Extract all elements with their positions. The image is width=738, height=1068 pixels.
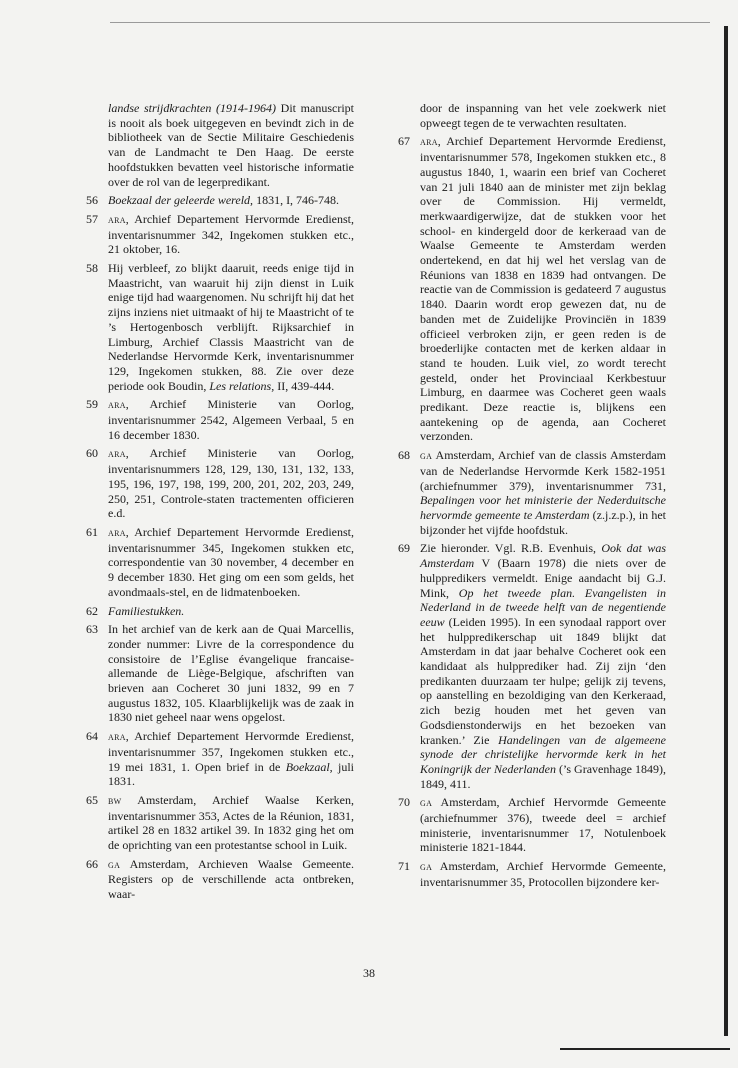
left-column (86, 101, 354, 906)
footnote-68 (398, 448, 666, 537)
page-number: 38 (363, 966, 375, 980)
footnote-69 (398, 541, 666, 791)
italic-title: Boekzaal, (285, 759, 333, 774)
footnote-65 (86, 793, 354, 853)
footnote-66 (86, 857, 354, 902)
archive-abbreviation: ara (108, 399, 126, 412)
footnote-text: (Leiden 1995). In een synodaal rapport over het hulppredikerschap uit 1849 blijkt dat Amsterdam in dat jaar behalve Cocheret ook een kandidaat als hulpprediker had. Zij zijn ‘den predikanten duurzaam ter hulpe; gelijk zij tevens, op aanstelling en bezoldiging van den Kerkeraad, zich bezig houden met het geven van Godsdienstonderwijs en het bezoeken van kranken.’ Zie (420, 614, 666, 747)
footnote-number: 70 (398, 795, 410, 810)
footnote-number: 67 (398, 134, 410, 149)
footnote-number: 62 (86, 603, 98, 618)
footnote-text: In het archief van de kerk aan de Quai Marcellis, zonder nummer: Livre de la correspondence du consistoire de l’Eglise évangelique francaise-allemande de Liège-Belgique, afschriften van brieven aan Cocheret 30 juni 1832, 99 en 7 augustus 1832, 105. Klaarblijkelijk was de zaak in 1830 niet geheel naar wens opgelost. (108, 622, 354, 725)
footnote-text: Dit manuscript is nooit als boek uitgegeven en bevindt zich in de bibliotheek van de Sectie Militaire Geschiedenis van de Landmacht te Den Haag. De eerste hoofdstukken bevatten veel historische informatie over de rol van de legerpredikant. (108, 101, 354, 189)
archive-abbreviation: ga (108, 858, 121, 871)
footnote-number: 56 (86, 193, 98, 208)
archive-abbreviation: ara (108, 526, 126, 539)
italic-title: Bepalingen voor het ministerie der Nederduitsche hervormde gemeente te Amsterdam (420, 493, 666, 522)
footnote-number: 61 (86, 524, 98, 539)
footnote-58 (86, 261, 354, 393)
footnote-number: 71 (398, 859, 410, 874)
footnote-text: , Archief Ministerie van Oorlog, inventarisnummer 2542, Algemeen Verbaal, 5 en 16 december 1830. (108, 397, 354, 442)
footnote-64 (86, 729, 354, 789)
footnote-number: 68 (398, 448, 410, 463)
footnote-text: , Archief Departement Hervormde Eredienst, inventarisnummer 345, Ingekomen stukken etc, correspondentie van 30 november, 4 december en 9 december 1830. Het ging om een som gelds, het avondmaals-stel, en de lidmatenboeken. (108, 524, 354, 599)
footnote-57 (86, 212, 354, 257)
footnote-text: door de inspanning van het vele zoekwerk niet opweegt tegen de te verwachten resultaten. (420, 101, 666, 130)
footnote-continuation (398, 101, 666, 130)
footnote-number: 65 (86, 792, 98, 807)
archive-abbreviation: bw (108, 794, 122, 807)
footnote-text: (z.j.z.p.), in het bijzonder het vijfde hoofdstuk. (420, 507, 666, 537)
footnote-number: 69 (398, 541, 410, 556)
archive-abbreviation: ara (108, 213, 126, 226)
footnote-text: (’s Gravenhage 1849), 1849, 411. (420, 761, 667, 791)
footnote-text: Zie hieronder. Vgl. R.B. Evenhuis, (420, 541, 602, 556)
footnote-text: Amsterdam, Archieven Waalse Gemeente. Registers op de verschillende acta ontbreken, waar- (108, 856, 354, 902)
footnote-continuation (86, 101, 354, 189)
footnote-60 (86, 446, 354, 521)
italic-title: landse strijdkrachten (1914-1964) (108, 101, 276, 115)
footnote-67 (398, 134, 666, 444)
footnote-number: 64 (86, 729, 98, 744)
italic-title: Ook dat was Amsterdam (420, 541, 666, 571)
footnote-text: Amsterdam, Archief Waalse Kerken, inventarisnummer 353, Actes de la Réunion, 1831, artikel 28 en 1832 artikel 39. In 1832 ging het om de oprichting van een protestantse school in Luik. (108, 792, 354, 853)
footnote-text: , Archief Ministerie van Oorlog, inventarisnummers 128, 129, 130, 131, 132, 133, 195, 196, 197, 198, 199, 200, 201, 202, 203, 249, 250, 251, Controle-staten tractementen officieren e.d. (108, 446, 354, 521)
italic-title: Op het tweede plan. Evangelisten in Nederland in de tweede helft van de negentiende eeuw (420, 585, 666, 629)
footnote-number: 66 (86, 856, 98, 871)
archive-abbreviation: ga (420, 861, 433, 874)
footnote-number: 59 (86, 397, 98, 412)
archive-abbreviation: ga (420, 450, 433, 463)
archive-abbreviation: ga (420, 797, 433, 810)
footnote-56 (86, 193, 354, 208)
footnote-text: II, 439-444. (274, 378, 335, 393)
footnote-70 (398, 795, 666, 855)
archive-abbreviation: ara (108, 448, 126, 461)
footnote-text: , Archief Departement Hervormde Eredienst, inventarisnummer 578, Ingekomen stukken etc., 8 augustus 1840, 1, waarin een brief van Cocheret van 21 juli 1840 aan de minister met zijn beklag over de Commission. Hij vermeldt, merkwaardigerwijze, dat de stukken voor het school- en kindergeld door de kerkeraad van de Waalse Gemeente te Amsterdam werden ondertekend, en dat hij wel het verslag van de Réunions van 1838 en 1839 had ontvangen. De reactie van de Commission is gedateerd 7 augustus 1840. Daarin wordt erop gewezen dat, nu de banden met de Zuidelijke Provinciën in 1839 officieel verbroken zijn, er geen reden is de broederlijke contacten met de kerken aldaar in stand te houden. Luik viel, zo wordt terecht gesteld, onder het Provinciaal Kerkbestuur Limburg, en daarmee was Cocheret geen waals predikant. Deze reactie is, blijkens een aantekening op de agenda, aan Cocheret verzonden. (420, 134, 666, 444)
footnote-text: Hij verbleef, zo blijkt daaruit, reeds enige tijd in Maastricht, van waaruit hij zijn dienst in Luik enige tijd had waargenomen. Nu schrijft hij dat het zijns inziens niet uitmaakt of hij te Maastricht of te ’s Hertogenbosch verblijft. Rijksarchief in Limburg, Archief Classis Maastricht van de Nederlandse Hervormde Kerk, inventarisnummer 129, Ingekomen stukken, 88. Zie over deze periode ook Boudin, (108, 261, 354, 393)
footnote-62 (86, 604, 354, 619)
footnote-text: juli 1831. (108, 759, 354, 789)
footnote-71 (398, 859, 666, 889)
footnote-text: Amsterdam, Archief van de classis Amsterdam van de Nederlandse Hervormde Kerk 1582-1951 (archiefnummer 379), inventarisnummer 731, (420, 448, 666, 493)
italic-title: Familiestukken. (108, 603, 185, 618)
footnote-number: 63 (86, 622, 98, 637)
footnote-text: , Archief Departement Hervormde Eredienst, inventarisnummer 357, Ingekomen stukken etc., 19 mei 1831, 1. Open brief in de (108, 729, 354, 774)
footnote-61 (86, 525, 354, 600)
italic-title: Boekzaal der geleerde wereld, (108, 193, 254, 208)
italic-title: Handelingen van de algemeene synode der christelijke hervormde kerk in het Koningrijk der Nederlanden (420, 732, 666, 776)
footnote-number: 60 (86, 446, 98, 461)
archive-abbreviation: ara (108, 731, 126, 744)
footnote-59 (86, 397, 354, 442)
archive-abbreviation: ara (420, 136, 438, 149)
italic-title: Les relations, (209, 378, 275, 393)
right-column (398, 101, 666, 894)
footnote-text: V (Baarn 1978) die niets over de hulppredikers vermeldt. Enige aandacht bij G.J. Mink, (420, 556, 666, 600)
footnote-63 (86, 622, 354, 725)
footnote-text: Amsterdam, Archief Hervormde Gemeente, inventarisnummer 35, Protocollen bijzondere ker- (420, 859, 666, 889)
footnote-number: 57 (86, 211, 98, 226)
footnote-text: 1831, I, 746-748. (253, 193, 340, 208)
footnote-text: , Archief Departement Hervormde Eredienst, inventarisnummer 342, Ingekomen stukken etc., 21 oktober, 16. (108, 211, 354, 257)
footnote-text: Amsterdam, Archief Hervormde Gemeente (archiefnummer 376), tweede deel = archief ministerie, inventarisnummer 17, Notulenboek ministerie 1821-1844. (420, 795, 666, 855)
footnote-number: 58 (86, 261, 98, 276)
